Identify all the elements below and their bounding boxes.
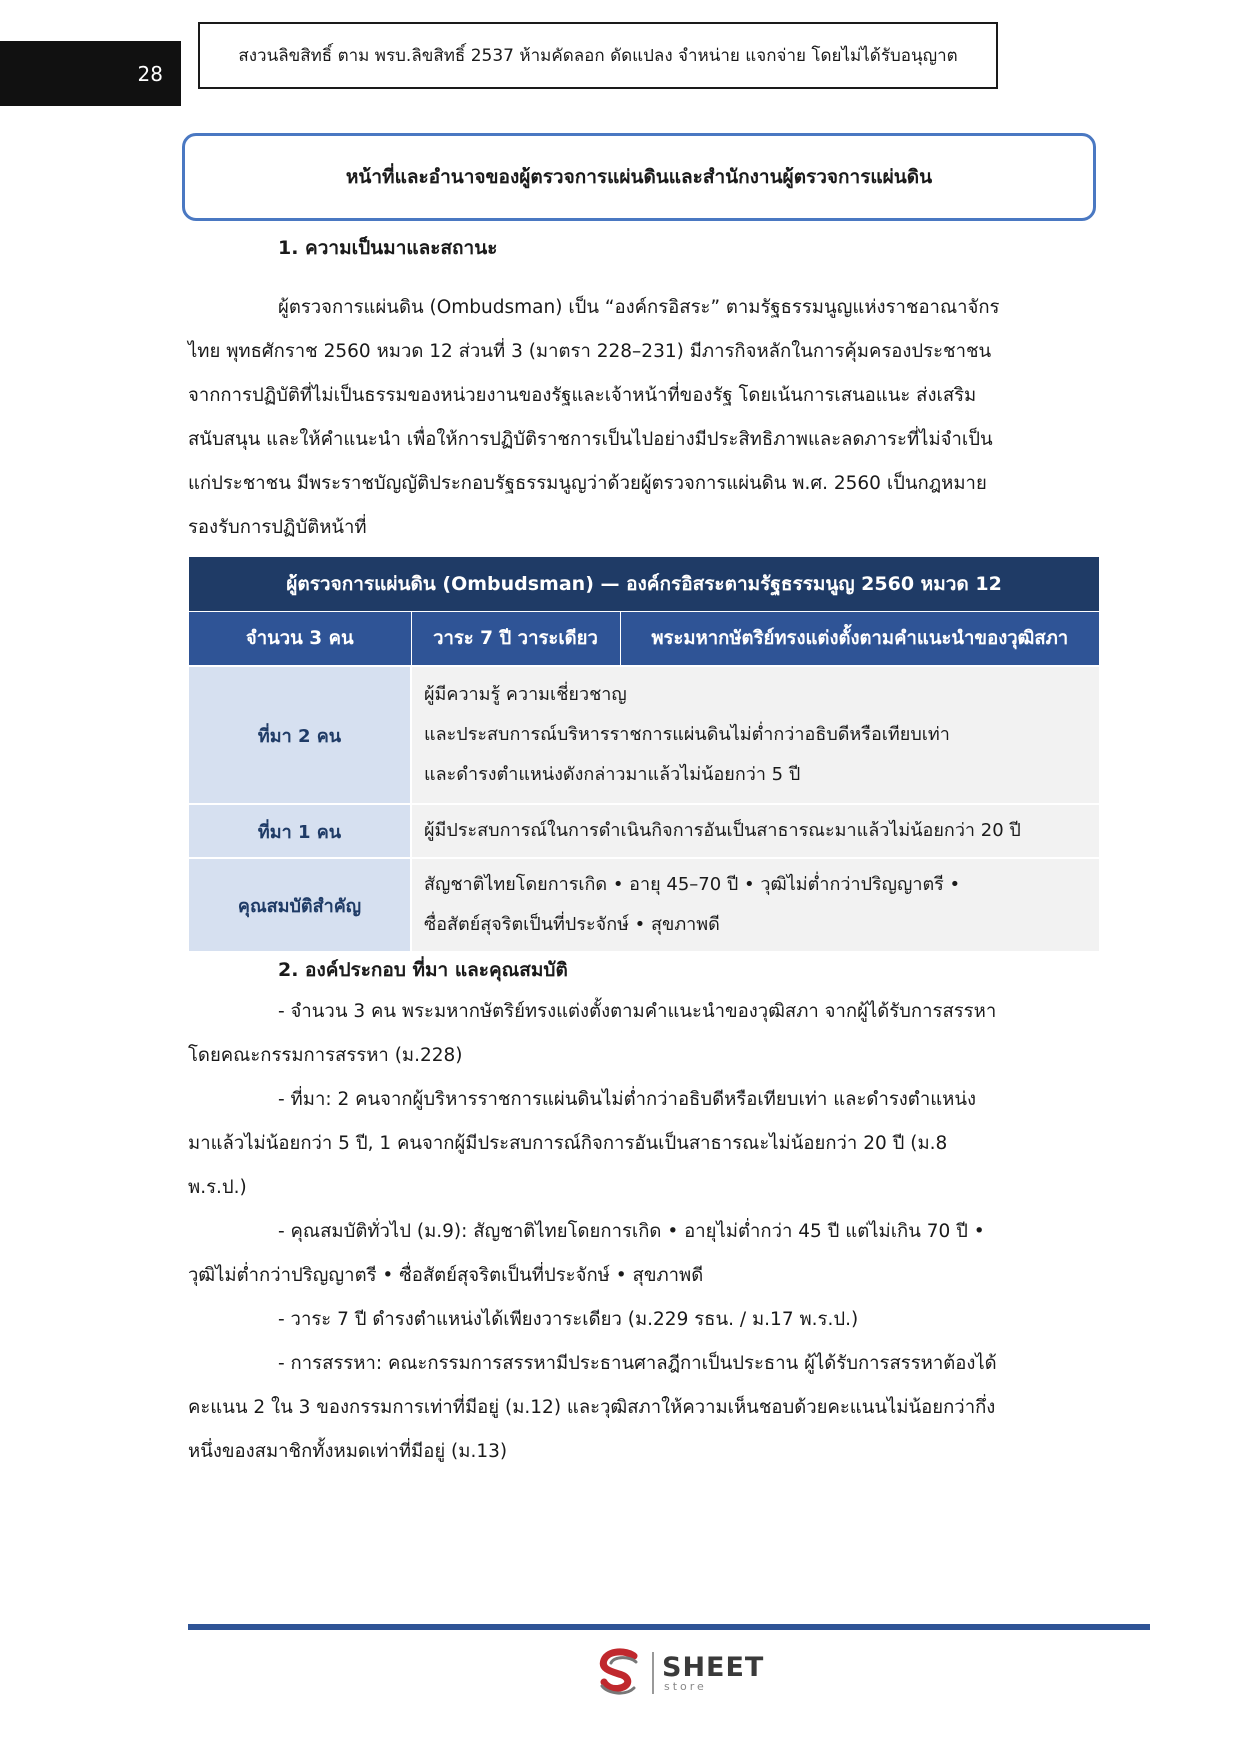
list-line: - วาระ 7 ปี ดำรงตำแหน่งได้เพียงวาระเดียว (ม.229 รธน. / ม.17 พ.ร.ป.) <box>278 1309 859 1330</box>
section-2-heading: 2. องค์ประกอบ ที่มา และคุณสมบัติ <box>278 959 568 981</box>
list-item <box>188 1210 1088 1298</box>
section-2-list <box>188 990 1088 1474</box>
sheet-s-icon <box>596 1648 644 1698</box>
page-number: 28 <box>0 41 181 106</box>
row-line: สัญชาติไทยโดยการเกิด • อายุ 45–70 ปี • วุฒิไม่ต่ำกว่าปริญญาตรี • <box>424 874 961 895</box>
row-label: ที่มา 1 คน <box>189 804 411 858</box>
row-line: ซื่อสัตย์สุจริตเป็นที่ประจักษ์ • สุขภาพดี <box>424 914 720 935</box>
para-line: ไทย พุทธศักราช 2560 หมวด 12 ส่วนที่ 3 (มาตรา 228–231) มีภารกิจหลักในการคุ้มครองประชาชน <box>188 341 992 362</box>
table-row <box>189 858 1099 951</box>
brand-subtitle: store <box>664 1680 707 1693</box>
table-header-cell: วาระ 7 ปี วาระเดียว <box>411 612 620 667</box>
footer-divider <box>188 1624 1150 1630</box>
table-header-cell: จำนวน 3 คน <box>189 612 411 667</box>
list-item <box>188 1342 1088 1474</box>
para-line: แก่ประชาชน มีพระราชบัญญัติประกอบรัฐธรรมนูญว่าด้วยผู้ตรวจการแผ่นดิน พ.ศ. 2560 เป็นกฎหมาย <box>188 473 987 494</box>
row-content <box>411 858 1099 951</box>
row-line: ผู้มีความรู้ ความเชี่ยวชาญ <box>424 684 627 705</box>
table-row <box>189 666 1099 804</box>
list-line: - คุณสมบัติทั่วไป (ม.9): สัญชาติไทยโดยการเกิด • อายุไม่ต่ำกว่า 45 ปี แต่ไม่เกิน 70 ปี • <box>278 1221 985 1242</box>
row-line: ผู้มีประสบการณ์ในการดำเนินกิจการอันเป็นสาธารณะมาแล้วไม่น้อยกว่า 20 ปี <box>424 820 1021 841</box>
brand-name: SHEET <box>662 1652 765 1683</box>
row-line: และประสบการณ์บริหารราชการแผ่นดินไม่ต่ำกว่าอธิบดีหรือเทียบเท่า <box>424 724 950 745</box>
para-line: ผู้ตรวจการแผ่นดิน (Ombudsman) เป็น “องค์กรอิสระ” ตามรัฐธรรมนูญแห่งราชอาณาจักร <box>278 297 1000 318</box>
list-item <box>188 990 1088 1078</box>
row-line: และดำรงตำแหน่งดังกล่าวมาแล้วไม่น้อยกว่า 5 ปี <box>424 764 801 785</box>
para-line: จากการปฏิบัติที่ไม่เป็นธรรมของหน่วยงานของรัฐและเจ้าหน้าที่ของรัฐ โดยเน้นการเสนอแนะ ส่งเสริม <box>188 385 977 406</box>
list-line: วุฒิไม่ต่ำกว่าปริญญาตรี • ซื่อสัตย์สุจริตเป็นที่ประจักษ์ • สุขภาพดี <box>188 1265 704 1286</box>
list-item <box>188 1078 1088 1210</box>
list-line: พ.ร.ป.) <box>188 1177 247 1198</box>
table-row <box>189 804 1099 858</box>
copyright-notice: สงวนลิขสิทธิ์ ตาม พรบ.ลิขสิทธิ์ 2537 ห้ามคัดลอก ดัดแปลง จำหน่าย แจกจ่าย โดยไม่ได้รับอนุญาต <box>198 22 998 89</box>
section-1-heading: 1. ความเป็นมาและสถานะ <box>278 237 498 259</box>
row-content <box>411 804 1099 858</box>
list-line: มาแล้วไม่น้อยกว่า 5 ปี, 1 คนจากผู้มีประสบการณ์กิจการอันเป็นสาธารณะไม่น้อยกว่า 20 ปี (ม.8 <box>188 1133 948 1154</box>
para-line: สนับสนุน และให้คำแนะนำ เพื่อให้การปฏิบัติราชการเป็นไปอย่างมีประสิทธิภาพและลดภาระที่ไม่จำเป็น <box>188 429 993 450</box>
list-line: - จำนวน 3 คน พระมหากษัตริย์ทรงแต่งตั้งตามคำแนะนำของวุฒิสภา จากผู้ได้รับการสรรหา <box>278 1001 997 1022</box>
table-title: ผู้ตรวจการแผ่นดิน (Ombudsman) — องค์กรอิสระตามรัฐธรรมนูญ 2560 หมวด 12 <box>189 557 1099 612</box>
list-line: โดยคณะกรรมการสรรหา (ม.228) <box>188 1045 463 1066</box>
sheet-store-logo <box>596 1646 764 1700</box>
table-header-cell: พระมหากษัตริย์ทรงแต่งตั้งตามคำแนะนำของวุฒิสภา <box>620 612 1099 667</box>
row-label: คุณสมบัติสำคัญ <box>189 858 411 951</box>
list-line: - การสรรหา: คณะกรรมการสรรหามีประธานศาลฎีกาเป็นประธาน ผู้ได้รับการสรรหาต้องได้ <box>278 1353 997 1374</box>
list-line: คะแนน 2 ใน 3 ของกรรมการเท่าที่มีอยู่ (ม.12) และวุฒิสภาให้ความเห็นชอบด้วยคะแนนไม่น้อยกว่ากึ่ง <box>188 1397 996 1418</box>
row-label: ที่มา 2 คน <box>189 666 411 804</box>
list-item <box>188 1298 1088 1342</box>
section-1-paragraph <box>188 286 1088 550</box>
para-line: รองรับการปฏิบัติหน้าที่ <box>188 517 367 538</box>
row-content <box>411 666 1099 804</box>
page-title: หน้าที่และอำนาจของผู้ตรวจการแผ่นดินและสำนักงานผู้ตรวจการแผ่นดิน <box>182 133 1096 221</box>
logo-separator <box>652 1652 654 1694</box>
list-line: หนึ่งของสมาชิกทั้งหมดเท่าที่มีอยู่ (ม.13) <box>188 1441 508 1462</box>
ombudsman-summary-table <box>189 557 1099 951</box>
list-line: - ที่มา: 2 คนจากผู้บริหารราชการแผ่นดินไม่ต่ำกว่าอธิบดีหรือเทียบเท่า และดำรงตำแหน่ง <box>278 1089 977 1110</box>
